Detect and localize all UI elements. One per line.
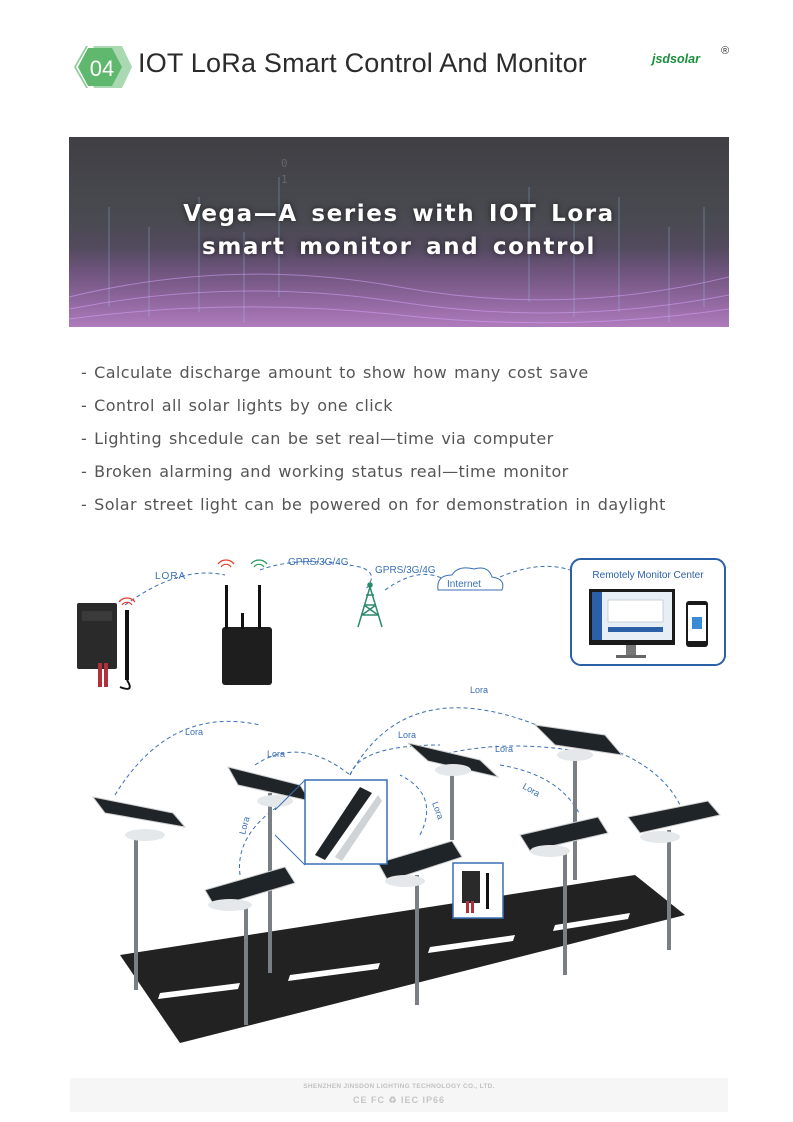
iot-system-diagram [60, 545, 740, 1045]
cell-tower-icon [358, 583, 382, 627]
footer [70, 1078, 728, 1112]
feature-item: - Solar street light can be powered on for demonstration in daylight [81, 495, 666, 514]
lora-label: Lora [237, 815, 252, 836]
feature-item: - Lighting shcedule can be set real—time via computer [81, 429, 554, 448]
gprs-label-2: GPRS/3G/4G [375, 565, 436, 576]
panel-closeup-box [275, 780, 387, 865]
lora-label: Lora [495, 744, 514, 754]
feature-item: - Calculate discharge amount to show how many cost save [81, 363, 589, 382]
section-number: 04 [89, 56, 115, 81]
banner-line-1: Vega—A series with IOT Lora [183, 201, 615, 227]
svg-text:1: 1 [281, 173, 288, 186]
controller-closeup-box [453, 863, 503, 918]
gprs-link [385, 574, 445, 590]
registered-mark: ® [721, 45, 730, 57]
internet-link [500, 566, 570, 577]
lora-label: Lora [430, 800, 446, 821]
lora-label: Lora [267, 749, 286, 759]
lora-gateway-image [218, 560, 272, 685]
lora-label: Lora [398, 730, 417, 740]
banner-line-2: smart monitor and control [202, 234, 596, 260]
road-image [120, 875, 685, 1043]
hero-banner [69, 137, 729, 327]
logo-text: jsdsolar [652, 52, 700, 66]
solar-street-light [408, 743, 498, 840]
svg-text:0: 0 [281, 157, 288, 170]
lora-label: Lora [521, 781, 542, 799]
monitor-center-label: Remotely Monitor Center [592, 570, 704, 581]
internet-cloud-icon [438, 568, 503, 590]
monitor-center-box [571, 559, 725, 665]
section-badge [72, 44, 124, 88]
gprs-label-1: GPRS/3G/4G [288, 557, 349, 568]
solar-street-light [628, 801, 720, 950]
banner-background [69, 137, 729, 327]
footer-company: SHENZHEN JINSDON LIGHTING TECHNOLOGY CO., LTD. [303, 1083, 495, 1090]
feature-item: - Control all solar lights by one click [81, 396, 393, 415]
solar-controller-image [77, 598, 135, 689]
page-title: IOT LoRa Smart Control And Monitor [138, 48, 587, 78]
feature-item: - Broken alarming and working status real—time monitor [81, 462, 569, 481]
lora-label: Lora [185, 727, 204, 737]
lora-top-label: LORA [155, 571, 187, 582]
internet-label: Internet [447, 579, 481, 590]
brand-logo [652, 46, 732, 74]
lora-label: Lora [470, 685, 489, 695]
footer-certifications: CE FC ♻ IEC IP66 [352, 1095, 446, 1105]
